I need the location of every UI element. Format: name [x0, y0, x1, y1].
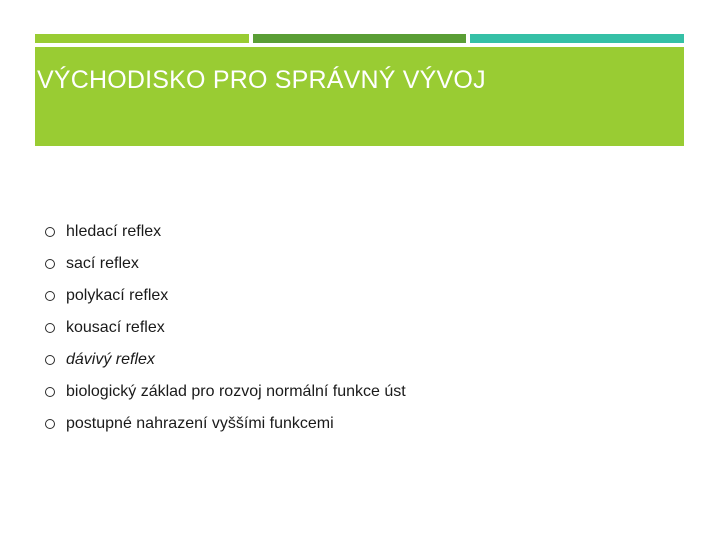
bullet-item: [45, 317, 406, 349]
bullet-text: polykací reflex: [66, 287, 169, 304]
hollow-circle-bullet-icon: [45, 355, 55, 365]
hollow-circle-bullet-icon: [45, 419, 55, 429]
bullet-text: biologický základ pro rozvoj normální funkce úst: [66, 383, 406, 400]
bullet-item: [45, 253, 406, 285]
top-stripe-light-green: [35, 34, 249, 43]
slide-title: VÝCHODISKO PRO SPRÁVNÝ VÝVOJ: [37, 66, 486, 94]
top-stripe-teal: [470, 34, 684, 43]
hollow-circle-bullet-icon: [45, 259, 55, 269]
bullet-text: kousací reflex: [66, 319, 165, 336]
hollow-circle-bullet-icon: [45, 291, 55, 301]
bullet-text: postupné nahrazení vyššími funkcemi: [66, 415, 334, 432]
bullet-text: hledací reflex: [66, 223, 162, 240]
bullet-item: [45, 221, 406, 253]
title-banner: [35, 47, 684, 146]
hollow-circle-bullet-icon: [45, 227, 55, 237]
bullet-text: dávivý reflex: [66, 351, 155, 368]
bullet-item: [45, 413, 406, 445]
bullet-item: [45, 381, 406, 413]
bullet-item: [45, 349, 406, 381]
bullet-text: sací reflex: [66, 255, 139, 272]
hollow-circle-bullet-icon: [45, 323, 55, 333]
bullet-item: [45, 285, 406, 317]
hollow-circle-bullet-icon: [45, 387, 55, 397]
bullet-list: [45, 221, 406, 445]
top-stripe-dark-green: [253, 34, 466, 43]
